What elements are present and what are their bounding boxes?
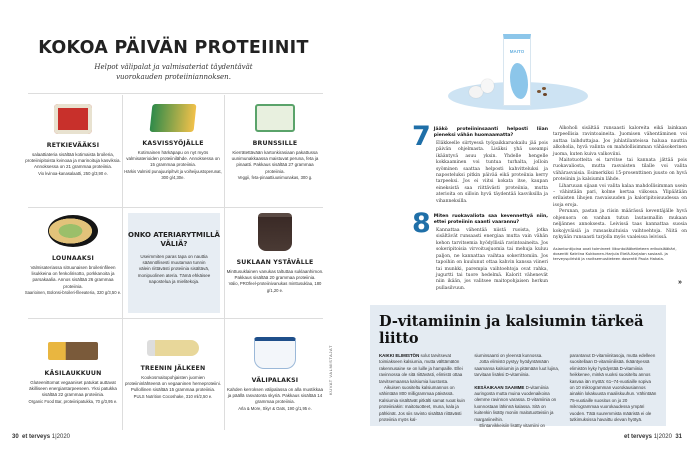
lead-in: KAIKKI ELIMISTÖN — [379, 353, 420, 358]
meal-package-image — [150, 104, 197, 132]
protein-bar-image — [48, 342, 98, 360]
egg-illustration — [481, 79, 494, 93]
product-source: Härkis Valmisl punajuuripihvit ja voiheijuustoperunat, 300 g/4,30e. — [124, 168, 222, 180]
product-card — [226, 337, 324, 412]
product-source: Organic Food Bar, proteiinipatukka, 70 g/3,95 e. — [28, 398, 118, 404]
page-title: KOKOA PÄIVÄN PROTEIINIT — [38, 38, 309, 58]
product-card — [124, 340, 222, 400]
answer-text: Kannattaa vähentää niistä ruoista, jotka sisältävät runsaasti energiaa mutta vain vähän kehon tarvitsemia hyödyllisiä ravintoaineita. Jos sokeripitoisia virvoitusjuomia tai mehuja kuluu paljon, ne kannattaa vaihtaa sokerittomiin. Jos tapoihin on kuulunut ottaa kahvin kanssa viineri tai munkki, parempia vaihtoehtoja ovat rahka, jugurtti tai tuore hedelmä. Kalorit vähenevät niin ikään, jos valitsee maitopohjaisen herkun pullasilvuun. — [436, 228, 548, 291]
paragraph: Alkoholi sisältää runsaasti kaloreita eikä lainkaan tarpeellisia ravintoaineita. Juomisen vähentäminen voi auttaa laihduttajaa. Jos juhlatilanteissa haluaa nauttia alkoholia, hyvä valinta on mahdollisimman vähäsokerinen juoma, kuten kuiva valkoviini. — [553, 126, 687, 157]
vitamin-box-title: D-vitamiinin ja kalsiumin tärkeä liitto — [379, 313, 644, 347]
article-column-right — [553, 126, 687, 261]
paragraph: solut tarvitsevat toimiakseen kalsiumia, mutta välttämätön rakennusaine se on luille ja hampaille. Ellei ravinnossa ole sitä riittävästi, elimistö ottaa tarvitsemaansa kalsiumia luustosta. — [379, 353, 463, 384]
divider — [28, 93, 323, 94]
product-card — [24, 104, 122, 177]
question-number: 7 — [412, 121, 431, 152]
product-card — [24, 342, 122, 405]
info-box-title: ONKO ATERIARYTMILLÄ VÄLIÄ? — [128, 231, 220, 248]
nuts-illustration — [537, 90, 541, 93]
question-number: 8 — [412, 208, 431, 240]
product-source: Veggii, feta-pinaattiuunimunakas, 300 g. — [237, 174, 313, 180]
year: 2020 — [56, 434, 70, 440]
paragraph: parantanut D-vitamiinitasoja, mutta edelleen suositellaan D-vitamiinilisää. Ikääntyessä elimistön kyky hyödyntää D-vitamiinia heikkenee, minkä vuoksi suositeltu annos kasvaa iän myötä: 61–74-vuotiaille sopiva on 10 mikrogramman vuorokausiannos ainakin lokakuusta maaliskuuhun. Vähintään 75-vuotiaille suositus on jo 20 mikrogrammaa vuorokaudessa ympäri vuoden. Tätä suuremmista määristä ei ole tutkimuksissa havaittu olevan hyötyä. — [569, 353, 657, 423]
divider — [28, 207, 323, 208]
product-title: KÄSILAUKKUUN — [44, 370, 102, 377]
experts-note: Asiantuntijoina ovat toimineet liikuntolääketieteen erikoislääkäri, dosentti Katriina Kukkonen-Harjula Etelä-Karjalan sosiaali- ja terveyspiiristä ja ravitsemustieteen dosentti Paula Hakala. — [553, 246, 677, 262]
paragraph: Aikuisen suositeltu kalsiumannos on vähintään 800 milligrammaa päivässä. Kalsiumia sisältävät pitkälti samat ruoat kuin proteiiniakin: maitotuotteet, muna, kala ja pähkinät. Jos siis ravinto sisältää riittävästi proteiinia myös kal- — [379, 385, 465, 423]
product-text: Valmisateriassa sitruunaisen broilerinfileen lisukkeina on fenkolirisotto, porkkanoita ja parsakaalia. Annos sisältää 26 grammaa proteiinia. — [30, 265, 116, 289]
photo-credit: KUVAT VALMISTAJAT — [328, 345, 333, 395]
info-box — [128, 213, 220, 313]
subtitle-line: Helpot välipalat ja valmisateriat täydentävät — [94, 63, 253, 71]
paragraph: Perunan, pastan ja riisin määrässä keventäjälle hyvä ohjenuora on vanhan tutun lautasmallin mukaan neljännes annoksesta. Leivissä taas kannattaa suosia kokojyväisiä ja runsaskuituisia vaihtoehtoja. Niitä on nykyään runsaasti tarjolla myös vaaleissa leivissä. — [553, 209, 687, 240]
vitamin-box — [370, 305, 666, 429]
product-title: VÄLIPALAKSI — [251, 377, 299, 384]
milk-carton-illustration — [503, 34, 531, 106]
product-text: Kookosmaitopohjaisten juomien proteiininlähteenä on vegaaninen herneproteiini. Pullollinen sisältää 15 grammaa proteiinia. — [124, 375, 222, 393]
product-card — [226, 213, 324, 294]
year: 2020 — [658, 434, 672, 440]
page-subtitle — [0, 63, 347, 82]
product-card — [124, 104, 222, 181]
lead-in: KESÄAIKAAN SAAMME — [474, 384, 525, 390]
footer-left: 30 et terveys 1|2020 — [12, 434, 70, 440]
paragraph: siuminsaanti on yleensä kunnossa. — [474, 353, 543, 358]
product-title: LOUNAAKSI — [51, 255, 95, 262]
product-card — [226, 104, 324, 181]
paragraph: Maitotuotteita ei tarvitse tai kannata jättää pois ruokavaliosta, mutta rasvaisten tilalle voi valita vähärasvaisia. Esimerkiksi 15-prosenttinen juusto on hyvä proteiinin ja kalsiumin lähde. — [553, 158, 687, 183]
product-title: SUKLAAN YSTÄVÄLLE — [236, 259, 314, 266]
product-source: PULS Nutrition Cocoshake, 310 ml/2,50 e. — [133, 393, 213, 399]
issue: 1 — [653, 434, 658, 440]
paragraph: Jotta elimistö pystyy hyödyntämään saamansa kalsiumin ja pitämään luut lujina, tarvitaan lisäksi D-vitamiinia. — [474, 359, 560, 378]
page-number: 31 — [675, 434, 682, 440]
magazine-name: et terveys — [624, 434, 653, 440]
product-source: Vio kvinoa-kanasalaatti, 250 g/3,90 e. — [38, 170, 108, 176]
box-column — [570, 353, 657, 429]
divider — [28, 318, 323, 319]
skyr-cup-image — [254, 337, 296, 369]
omelette-box-image — [255, 104, 295, 132]
product-text: Kahden kerroksen välipalassa on alla mustikkaa ja päällä rasvatonta skyriä. Pakkaus sisältää 14 grammaa proteiinia. — [226, 387, 324, 405]
product-text: salaattiateria sisältää kotimaista broileria, proteiinipitoista kvinoaa ja marinoituja kasviksia. Annoksessa on 21 grammaa proteiinia. — [25, 152, 121, 170]
product-text: Kierrätettävään kartonkirasiaan pakattussa uunimunakkaassa maistuvat peruna, feta ja pinaatti. Pakkaus sisältää 27 grammaa proteiinia. — [231, 150, 319, 174]
question-text: Miten ruokavaliota saa kevennettyä niin, ettei proteiinin saanti vaarannu? — [433, 214, 548, 226]
product-source: Saarioinen, Bolonsi-broileri-fileeateria, 320 g/3,50 e. — [24, 289, 122, 295]
pudding-cup-image — [258, 213, 292, 251]
issue: 1 — [51, 434, 56, 440]
carton-label: MAITO — [509, 49, 525, 54]
magazine-name: et terveys — [22, 434, 51, 440]
product-text: Minttusuklainen vanukas taltuttaa suklaanhimon. Pakkaus sisältää 20 grammaa proteiinia. — [226, 269, 324, 281]
answer-text: Eläkkeelle siirtyessä työpaikkaruokailu jää pois päivän ohjelmasta. Lisäksi yhä useampi ikääntyvä asuu yksin. Yhdelle hengelle kokkaaminen voi tuntua turhalta, jolloin syöminen saattaa helposti kahvitteluksi ja naposteluksi pitkin päivää eikä proteiinia kerry tarpeeksi. Jos ei viitsi kokata itse, kaupan eineksistä saa riittävästi proteiinia, mutta aterioita on silloin hyvä täydentää kasviksilla ja vihanneksilla. — [436, 141, 548, 204]
divider — [122, 95, 123, 430]
page-number: 30 — [12, 434, 19, 440]
question-text: Jääkö proteiininsaanti helposti liian pieneksi vähän huomaamatta? — [433, 127, 548, 138]
product-title: BRUNSSILLE — [252, 140, 298, 147]
product-title: TREENIN JÄLKEEN — [140, 365, 206, 372]
subtitle-line: vuorokauden proteiiniannoksen. — [116, 72, 231, 81]
milk-splash — [510, 63, 528, 99]
drink-bottle-image — [147, 340, 199, 356]
info-box-text: Useimmiten paras tapa on nauttia säännöllisesti muutaman tunnin välein riittävästi proteiinia sisältävä, monipuolinen ateria. Tämä ehkäisee napostelua ja mielitekoja. — [137, 254, 211, 284]
footer-right: et terveys 1|2020 31 — [624, 434, 682, 440]
paragraph: Liharuuan sijaan voi valita kalaa mahdollisimman usein – vähintään pari, kolme kertaa viikossa. Ylipäätään erilaisten lihojen rasvaisuuden ja kaloripitoisuudessa on isoja eroja. — [553, 183, 687, 208]
product-title: KASVISSYÖJÄLLE — [142, 140, 204, 147]
paragraph: Elintarvikkeisiin lisätty vitamiini on — [479, 423, 545, 429]
product-text: Gluteenittomat vegaaniset patukat auttavat äkilliseen energiantarpeeseen. Yksi patukka sisältää 22 grammaa proteiinia. — [29, 380, 117, 398]
continue-arrow-icon: » — [678, 279, 682, 286]
product-text: Kotimainen härkäpapu on nyt myös valmisaterioiden proteiinilähde. Annoksessa on 15 grammaa proteiinia. — [126, 150, 220, 168]
article-column-left — [412, 121, 548, 292]
salad-box-image — [54, 104, 92, 134]
divider — [224, 95, 225, 430]
product-title: RETKIEVÄÄKSI — [46, 142, 100, 149]
product-source: Arla & More, Skyr & Oats, 190 g/1,95 e. — [238, 405, 312, 411]
box-column — [474, 353, 561, 429]
meal-tray-image — [48, 215, 98, 247]
product-source: Valio, PROfeel-proteiinivanukas minttusuklaa, 180 g/1,20 e. — [228, 281, 322, 293]
product-card — [24, 215, 122, 296]
paragraph: D-vitamiinia auringosta mutta muina vuodenaikoina olemme ravinnon varassa. D-vitamiinia on luonnostaan lähinnä kalassa. Sitä on kuitenkin lisätty moniin maitotuotteisiin ja margariineihin. — [474, 384, 557, 422]
box-column — [379, 353, 466, 429]
